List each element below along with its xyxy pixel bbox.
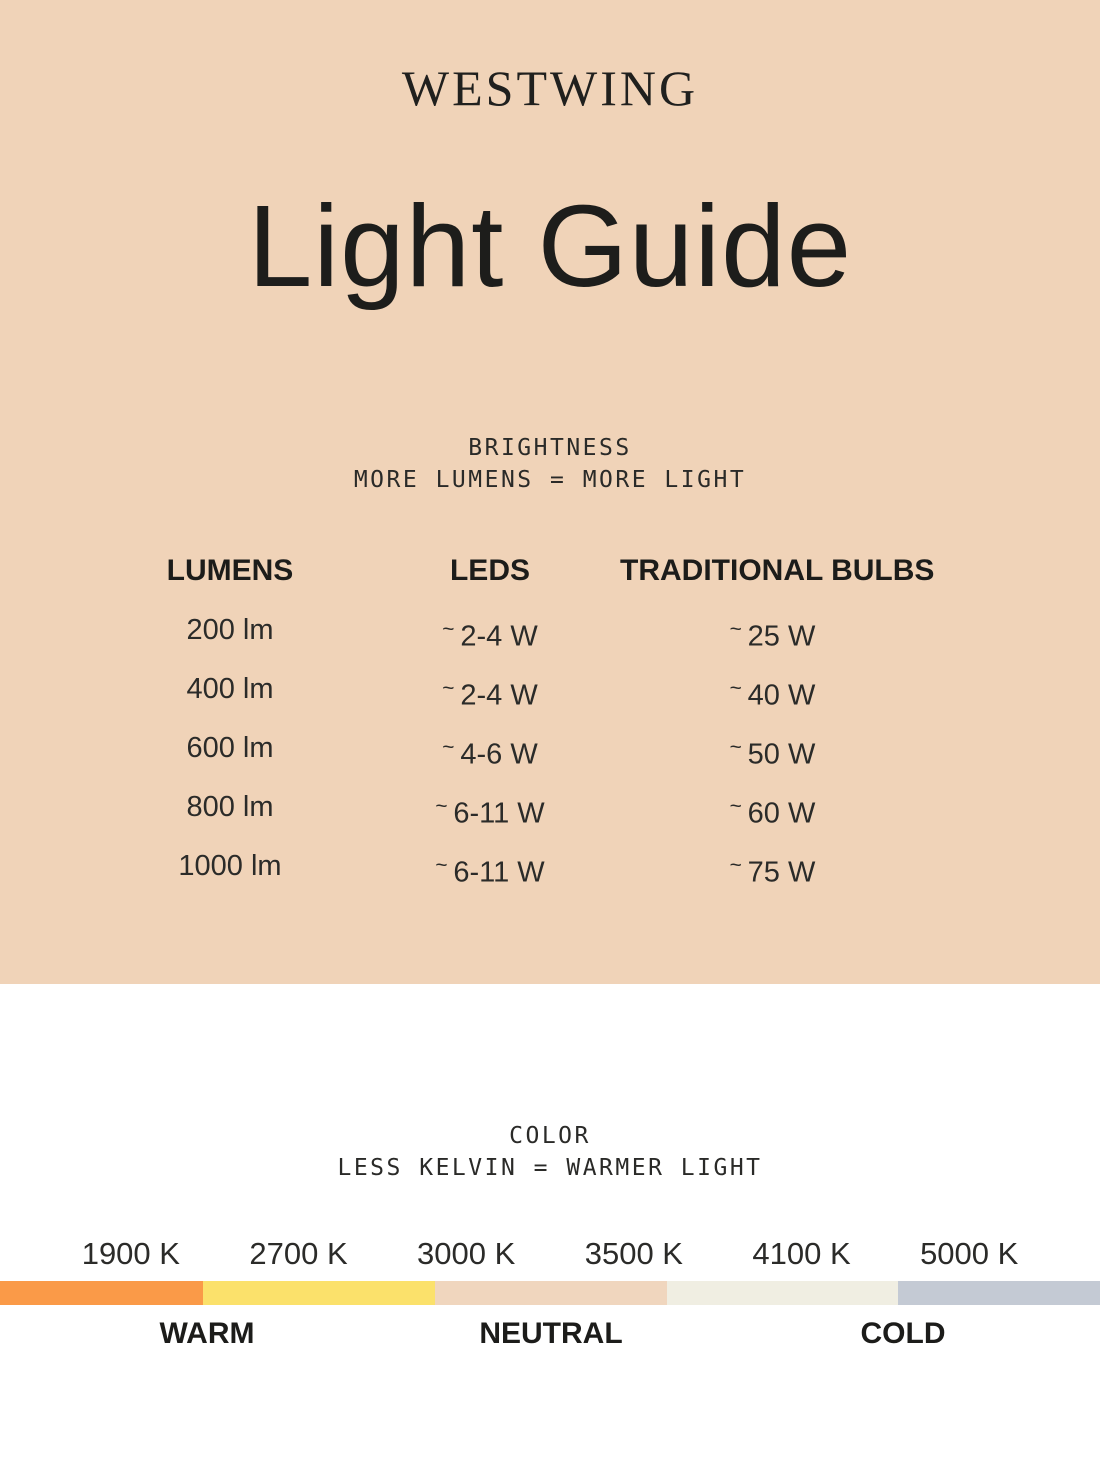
table-header-row	[100, 554, 935, 588]
traditional-bulb-wattage-value: ~ 40 W	[620, 663, 925, 722]
traditional-bulb-wattage-value: ~ 60 W	[620, 781, 925, 840]
led-wattage-value: ~ 2-4 W	[360, 663, 620, 722]
approx-symbol: ~	[729, 736, 742, 760]
column-header-traditional-bulbs: TRADITIONAL BULBS	[620, 554, 935, 588]
color-temperature-bar	[0, 1281, 1100, 1305]
kelvin-label: 3000 K	[417, 1236, 516, 1271]
column-header-leds: LEDS	[449, 554, 530, 588]
kelvin-label: 4100 K	[752, 1236, 851, 1271]
table-body	[100, 604, 925, 898]
traditional-bulb-wattage-value: ~ 50 W	[620, 722, 925, 781]
lumens-value: 400 lm	[186, 673, 274, 706]
kelvin-label: 1900 K	[81, 1236, 180, 1271]
temperature-label-neutral: NEUTRAL	[479, 1317, 623, 1350]
approx-symbol: ~	[729, 618, 742, 642]
temperature-label-cold: COLD	[860, 1317, 946, 1350]
approx-symbol: ~	[729, 795, 742, 819]
approx-symbol: ~	[729, 677, 742, 701]
lumens-value: 1000 lm	[178, 850, 282, 883]
led-wattage-value: ~ 6-11 W	[360, 781, 620, 840]
table-row	[100, 663, 925, 722]
approx-symbol: ~	[729, 854, 742, 878]
neutral-peach-segment	[435, 1281, 667, 1305]
lumens-wattage-table	[0, 554, 1100, 898]
approx-symbol: ~	[442, 618, 455, 642]
traditional-bulb-wattage-value: ~ 25 W	[620, 604, 925, 663]
color-section	[0, 984, 1100, 1357]
color-subheading: LESS KELVIN = WARMER LIGHT	[337, 1155, 763, 1181]
brand-logo: WESTWING	[401, 60, 699, 116]
brightness-heading: BRIGHTNESS	[468, 435, 632, 462]
color-intro	[0, 984, 1100, 1184]
lumens-value: 600 lm	[186, 732, 274, 765]
kelvin-label: 2700 K	[249, 1236, 348, 1271]
approx-symbol: ~	[442, 677, 455, 701]
temperature-label-warm: WARM	[159, 1317, 255, 1350]
column-header-lumens: LUMENS	[166, 554, 294, 588]
approx-symbol: ~	[435, 795, 448, 819]
brightness-subheading: MORE LUMENS = MORE LIGHT	[353, 467, 747, 494]
warm-yellow-segment	[203, 1281, 435, 1305]
warm-orange-segment	[0, 1281, 203, 1305]
lumens-value: 200 lm	[186, 614, 274, 647]
kelvin-label: 3500 K	[584, 1236, 683, 1271]
table-row	[100, 604, 925, 663]
temperature-category-labels	[0, 1317, 1100, 1357]
color-heading: COLOR	[509, 1123, 591, 1149]
led-wattage-value: ~ 2-4 W	[360, 604, 620, 663]
lumens-value: 800 lm	[186, 791, 274, 824]
led-wattage-value: ~ 6-11 W	[360, 840, 620, 899]
table-row	[100, 840, 925, 899]
approx-symbol: ~	[442, 736, 455, 760]
traditional-bulb-wattage-value: ~ 75 W	[620, 840, 925, 899]
kelvin-scale-labels	[0, 1237, 1100, 1271]
approx-symbol: ~	[435, 854, 448, 878]
led-wattage-value: ~ 4-6 W	[360, 722, 620, 781]
table-row	[100, 781, 925, 840]
cold-blue-segment	[898, 1281, 1100, 1305]
table-row	[100, 722, 925, 781]
kelvin-label: 5000 K	[920, 1236, 1019, 1271]
neutral-cream-segment	[667, 1281, 898, 1305]
page-title: Light Guide	[247, 180, 853, 311]
brightness-intro	[0, 432, 1100, 496]
